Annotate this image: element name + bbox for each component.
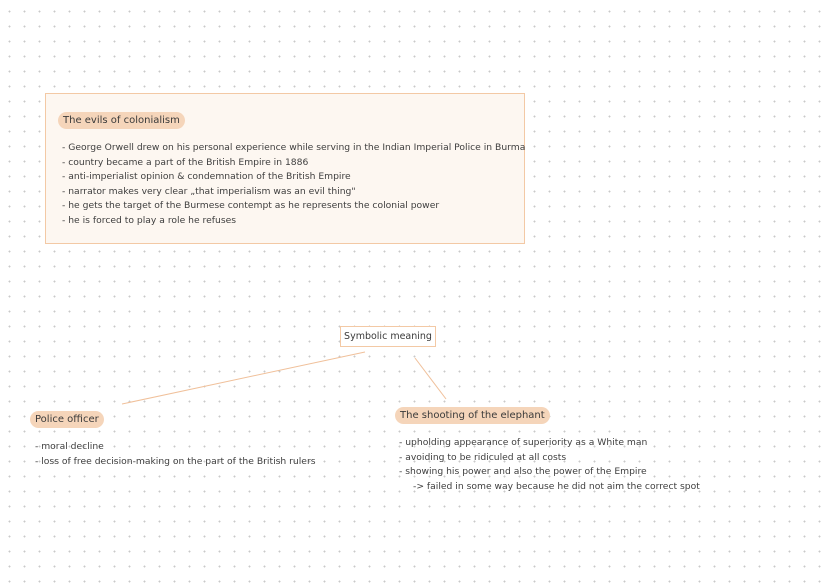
connector-to-shooting [415, 358, 446, 399]
evils-item: - he gets the target of the Burmese contempt as he represents the colonial power [62, 200, 440, 211]
evils-item: - he is forced to play a role he refuses [62, 214, 237, 226]
evils-title: The evils of colonialism [58, 112, 185, 129]
evils-item: - George Orwell drew on his personal experience while serving in the Indian Imperial Police in Burma [62, 142, 526, 153]
shooting-item: - upholding appearance of superiority as a White man [399, 437, 648, 448]
shooting-item: - avoiding to be ridiculed at all costs [399, 451, 567, 463]
shooting-title: The shooting of the elephant [395, 407, 550, 424]
police-item: - moral decline [35, 441, 104, 452]
police-officer-title: Police officer [30, 411, 104, 428]
evils-item: - anti-imperialist opinion & condemnation of the British Empire [62, 171, 351, 182]
police-item: - loss of free decision-making on the part of the British rulers [35, 455, 316, 467]
symbolic-meaning-node[interactable]: Symbolic meaning [340, 326, 436, 347]
shooting-list [399, 436, 700, 494]
evils-item: - narrator makes very clear „that imperialism was an evil thing" [62, 185, 356, 197]
evils-item: - country became a part of the British Empire in 1886 [62, 156, 309, 168]
police-officer-list [35, 440, 316, 469]
evils-list [62, 141, 525, 228]
shooting-item: -> failed in some way because he did not aim the correct spot [413, 480, 700, 492]
connector-to-police-officer [122, 352, 365, 404]
shooting-item: - showing his power and also the power of the Empire [399, 466, 647, 477]
